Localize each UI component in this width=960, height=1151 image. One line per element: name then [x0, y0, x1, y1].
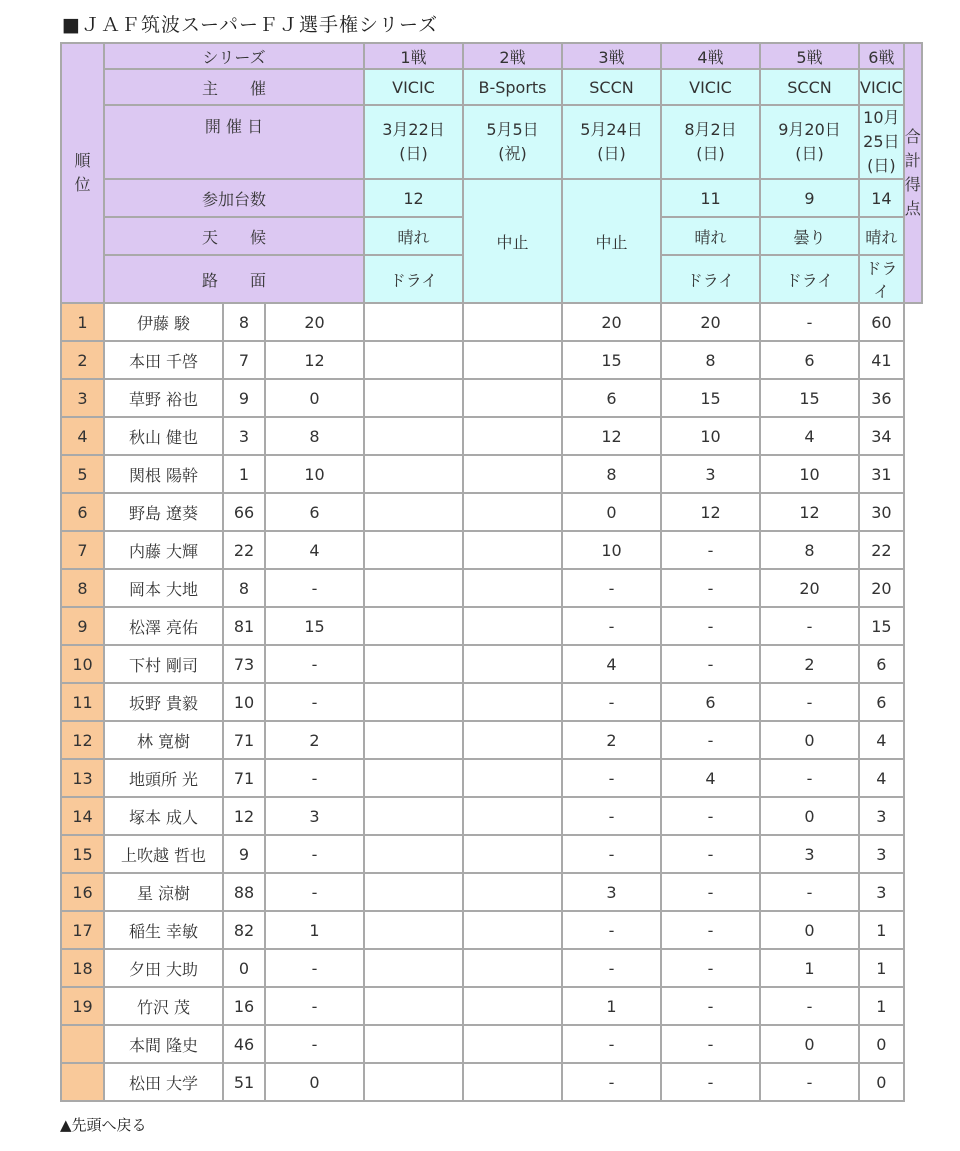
- driver-name: 稲生 幸敏: [104, 911, 223, 949]
- table-row: [61, 607, 922, 645]
- round-6-points: -: [760, 987, 859, 1025]
- rank-cell: 3: [61, 379, 104, 417]
- back-to-top-link[interactable]: ▲先頭へ戻る: [60, 1116, 147, 1134]
- round-3-points: [463, 645, 562, 683]
- round-5-header: 5戦: [760, 43, 859, 69]
- driver-name: 本田 千啓: [104, 341, 223, 379]
- car-number: 88: [223, 873, 265, 911]
- round-4-points: -: [562, 569, 661, 607]
- round-6-cars: 14: [859, 179, 904, 217]
- total-points: 22: [859, 531, 904, 569]
- round-5-points: -: [661, 835, 760, 873]
- round-3-points: [463, 759, 562, 797]
- rank-cell: 5: [61, 455, 104, 493]
- driver-name: 野島 遼葵: [104, 493, 223, 531]
- weather-label: 天 候: [104, 217, 364, 255]
- round-6-points: 20: [760, 569, 859, 607]
- round-2-header: 2戦: [463, 43, 562, 69]
- round-5-points: -: [661, 607, 760, 645]
- round-3-points: [463, 911, 562, 949]
- round-1-points: 3: [265, 797, 364, 835]
- surface-label: 路 面: [104, 255, 364, 303]
- round-6-weather: 晴れ: [859, 217, 904, 255]
- car-number: 73: [223, 645, 265, 683]
- round-6-points: 3: [760, 835, 859, 873]
- round-1-cars: 12: [364, 179, 463, 217]
- round-1-weather: 晴れ: [364, 217, 463, 255]
- round-3-points: [463, 797, 562, 835]
- round-6-points: -: [760, 303, 859, 341]
- round-2-points: [364, 531, 463, 569]
- table-row: [61, 379, 922, 417]
- round-3-points: [463, 417, 562, 455]
- total-points: 1: [859, 949, 904, 987]
- round-5-points: 10: [661, 417, 760, 455]
- round-1-points: -: [265, 835, 364, 873]
- round-6-points: 0: [760, 1025, 859, 1063]
- driver-name: 竹沢 茂: [104, 987, 223, 1025]
- round-6-points: -: [760, 607, 859, 645]
- round-2-points: [364, 721, 463, 759]
- driver-name: 松田 大学: [104, 1063, 223, 1101]
- rank-cell: 10: [61, 645, 104, 683]
- round-4-points: -: [562, 949, 661, 987]
- round-2-points: [364, 987, 463, 1025]
- total-points: 30: [859, 493, 904, 531]
- driver-name: 地頭所 光: [104, 759, 223, 797]
- round-6-points: -: [760, 759, 859, 797]
- table-row: [61, 569, 922, 607]
- round-2-date: 5月5日 (祝): [463, 105, 562, 179]
- round-2-points: [364, 455, 463, 493]
- round-2-points: [364, 417, 463, 455]
- round-6-points: 15: [760, 379, 859, 417]
- driver-name: 草野 裕也: [104, 379, 223, 417]
- round-5-points: 4: [661, 759, 760, 797]
- total-points: 3: [859, 835, 904, 873]
- total-points: 4: [859, 759, 904, 797]
- round-3-points: [463, 379, 562, 417]
- cars-label: 参加台数: [104, 179, 364, 217]
- total-points: 0: [859, 1025, 904, 1063]
- total-points: 3: [859, 797, 904, 835]
- round-6-points: -: [760, 683, 859, 721]
- round-2-cancelled: 中止: [463, 179, 562, 303]
- car-number: 51: [223, 1063, 265, 1101]
- round-1-points: 8: [265, 417, 364, 455]
- round-5-points: -: [661, 987, 760, 1025]
- driver-name: 坂野 貴毅: [104, 683, 223, 721]
- table-row: [61, 911, 922, 949]
- round-2-points: [364, 759, 463, 797]
- round-5-host: SCCN: [760, 69, 859, 105]
- round-1-points: 1: [265, 911, 364, 949]
- round-5-date: 9月20日 (日): [760, 105, 859, 179]
- round-3-points: [463, 1063, 562, 1101]
- round-6-points: 0: [760, 797, 859, 835]
- table-row: [61, 1025, 922, 1063]
- round-3-points: [463, 303, 562, 341]
- car-number: 66: [223, 493, 265, 531]
- total-points: 20: [859, 569, 904, 607]
- round-3-host: SCCN: [562, 69, 661, 105]
- round-3-points: [463, 949, 562, 987]
- round-4-points: 2: [562, 721, 661, 759]
- car-number: 46: [223, 1025, 265, 1063]
- round-3-points: [463, 493, 562, 531]
- round-2-points: [364, 911, 463, 949]
- round-6-points: 8: [760, 531, 859, 569]
- table-row: [61, 721, 922, 759]
- driver-name: 塚本 成人: [104, 797, 223, 835]
- round-6-points: 6: [760, 341, 859, 379]
- car-number: 8: [223, 303, 265, 341]
- round-2-points: [364, 835, 463, 873]
- round-5-points: -: [661, 721, 760, 759]
- round-2-points: [364, 645, 463, 683]
- driver-name: 内藤 大輝: [104, 531, 223, 569]
- rank-cell: 4: [61, 417, 104, 455]
- car-number: 1: [223, 455, 265, 493]
- round-4-header: 4戦: [661, 43, 760, 69]
- rank-cell: 12: [61, 721, 104, 759]
- round-1-points: -: [265, 759, 364, 797]
- round-4-points: 4: [562, 645, 661, 683]
- table-row: [61, 683, 922, 721]
- standings-table: [60, 42, 923, 1102]
- round-3-points: [463, 873, 562, 911]
- rank-cell: 18: [61, 949, 104, 987]
- round-5-points: -: [661, 1025, 760, 1063]
- round-4-date: 8月2日 (日): [661, 105, 760, 179]
- total-points: 31: [859, 455, 904, 493]
- round-2-points: [364, 379, 463, 417]
- rank-cell: 6: [61, 493, 104, 531]
- rank-cell: 7: [61, 531, 104, 569]
- round-6-points: -: [760, 873, 859, 911]
- round-5-points: 12: [661, 493, 760, 531]
- rank-cell: 1: [61, 303, 104, 341]
- car-number: 12: [223, 797, 265, 835]
- round-2-host: B-Sports: [463, 69, 562, 105]
- series-label: シリーズ: [104, 43, 364, 69]
- round-1-points: -: [265, 987, 364, 1025]
- round-4-cars: 11: [661, 179, 760, 217]
- car-number: 3: [223, 417, 265, 455]
- round-2-points: [364, 341, 463, 379]
- round-3-date: 5月24日 (日): [562, 105, 661, 179]
- driver-name: 伊藤 駿: [104, 303, 223, 341]
- round-1-points: -: [265, 873, 364, 911]
- table-row: [61, 645, 922, 683]
- round-4-points: 10: [562, 531, 661, 569]
- driver-name: 関根 陽幹: [104, 455, 223, 493]
- round-1-date: 3月22日 (日): [364, 105, 463, 179]
- table-row: [61, 759, 922, 797]
- round-1-points: 4: [265, 531, 364, 569]
- round-2-points: [364, 303, 463, 341]
- total-points: 1: [859, 911, 904, 949]
- car-number: 0: [223, 949, 265, 987]
- round-5-points: 8: [661, 341, 760, 379]
- rank-cell: 19: [61, 987, 104, 1025]
- round-4-points: 15: [562, 341, 661, 379]
- round-5-points: -: [661, 873, 760, 911]
- round-4-points: 12: [562, 417, 661, 455]
- round-1-points: 15: [265, 607, 364, 645]
- round-6-header: 6戦: [859, 43, 904, 69]
- table-row: [61, 835, 922, 873]
- table-row: [61, 455, 922, 493]
- driver-name: 夕田 大助: [104, 949, 223, 987]
- total-points: 34: [859, 417, 904, 455]
- rank-cell: 15: [61, 835, 104, 873]
- round-2-points: [364, 493, 463, 531]
- round-6-points: 1: [760, 949, 859, 987]
- round-4-weather: 晴れ: [661, 217, 760, 255]
- round-3-points: [463, 607, 562, 645]
- round-4-surface: ドライ: [661, 255, 760, 303]
- round-4-points: 3: [562, 873, 661, 911]
- table-row: [61, 949, 922, 987]
- round-2-points: [364, 873, 463, 911]
- driver-name: 岡本 大地: [104, 569, 223, 607]
- round-5-points: -: [661, 911, 760, 949]
- round-5-points: 15: [661, 379, 760, 417]
- round-3-points: [463, 835, 562, 873]
- driver-name: 下村 剛司: [104, 645, 223, 683]
- results-body: [61, 303, 922, 1101]
- total-points: 4: [859, 721, 904, 759]
- table-row: [61, 797, 922, 835]
- total-points: 1: [859, 987, 904, 1025]
- round-4-points: -: [562, 797, 661, 835]
- round-1-points: -: [265, 949, 364, 987]
- total-points: 60: [859, 303, 904, 341]
- round-1-host: VICIC: [364, 69, 463, 105]
- round-1-points: 0: [265, 1063, 364, 1101]
- round-6-points: 2: [760, 645, 859, 683]
- date-label: 開 催 日: [104, 105, 364, 179]
- driver-name: 林 寛樹: [104, 721, 223, 759]
- round-6-points: -: [760, 1063, 859, 1101]
- round-3-points: [463, 341, 562, 379]
- round-5-points: 20: [661, 303, 760, 341]
- total-points: 41: [859, 341, 904, 379]
- round-5-weather: 曇り: [760, 217, 859, 255]
- car-number: 9: [223, 835, 265, 873]
- round-1-points: -: [265, 569, 364, 607]
- round-1-points: 20: [265, 303, 364, 341]
- round-4-points: -: [562, 1025, 661, 1063]
- round-4-points: 1: [562, 987, 661, 1025]
- host-label: 主 催: [104, 69, 364, 105]
- rank-cell: 17: [61, 911, 104, 949]
- round-5-points: 6: [661, 683, 760, 721]
- round-4-points: -: [562, 607, 661, 645]
- table-row: [61, 531, 922, 569]
- total-points: 3: [859, 873, 904, 911]
- car-number: 81: [223, 607, 265, 645]
- driver-name: 星 涼樹: [104, 873, 223, 911]
- round-1-points: 2: [265, 721, 364, 759]
- round-6-surface: ドライ: [859, 255, 904, 303]
- round-1-points: -: [265, 1025, 364, 1063]
- round-4-points: 20: [562, 303, 661, 341]
- driver-name: 松澤 亮佑: [104, 607, 223, 645]
- table-row: [61, 303, 922, 341]
- total-points: 6: [859, 683, 904, 721]
- table-row: [61, 493, 922, 531]
- car-number: 22: [223, 531, 265, 569]
- round-2-points: [364, 569, 463, 607]
- total-points: 6: [859, 645, 904, 683]
- round-4-points: -: [562, 835, 661, 873]
- round-6-date: 10月25日 (日): [859, 105, 904, 179]
- round-4-host: VICIC: [661, 69, 760, 105]
- round-5-points: -: [661, 531, 760, 569]
- round-5-surface: ドライ: [760, 255, 859, 303]
- rank-cell: 2: [61, 341, 104, 379]
- car-number: 82: [223, 911, 265, 949]
- table-row: [61, 873, 922, 911]
- round-3-points: [463, 1025, 562, 1063]
- round-3-points: [463, 455, 562, 493]
- round-2-points: [364, 797, 463, 835]
- round-4-points: 6: [562, 379, 661, 417]
- rank-cell: [61, 1025, 104, 1063]
- table-row: [61, 341, 922, 379]
- total-points: 15: [859, 607, 904, 645]
- round-4-points: -: [562, 683, 661, 721]
- round-4-points: -: [562, 759, 661, 797]
- round-6-points: 0: [760, 911, 859, 949]
- round-2-points: [364, 1025, 463, 1063]
- car-number: 9: [223, 379, 265, 417]
- rank-cell: 13: [61, 759, 104, 797]
- round-4-points: 8: [562, 455, 661, 493]
- round-2-points: [364, 607, 463, 645]
- round-3-points: [463, 569, 562, 607]
- round-1-points: -: [265, 645, 364, 683]
- round-3-cancelled: 中止: [562, 179, 661, 303]
- rank-header: 順 位: [61, 43, 104, 303]
- car-number: 7: [223, 341, 265, 379]
- round-5-points: -: [661, 569, 760, 607]
- table-row: [61, 987, 922, 1025]
- round-6-points: 12: [760, 493, 859, 531]
- round-6-host: VICIC: [859, 69, 904, 105]
- round-3-points: [463, 987, 562, 1025]
- round-5-points: -: [661, 949, 760, 987]
- round-1-surface: ドライ: [364, 255, 463, 303]
- round-4-points: -: [562, 911, 661, 949]
- car-number: 10: [223, 683, 265, 721]
- total-points: 36: [859, 379, 904, 417]
- round-2-points: [364, 949, 463, 987]
- round-3-points: [463, 683, 562, 721]
- driver-name: 秋山 健也: [104, 417, 223, 455]
- rank-cell: 8: [61, 569, 104, 607]
- round-1-points: 10: [265, 455, 364, 493]
- round-2-points: [364, 683, 463, 721]
- total-points: 0: [859, 1063, 904, 1101]
- page-title: ■ＪＡＦ筑波スーパーＦＪ選手権シリーズ: [62, 14, 439, 36]
- car-number: 71: [223, 721, 265, 759]
- car-number: 71: [223, 759, 265, 797]
- round-6-points: 4: [760, 417, 859, 455]
- driver-name: 本間 隆史: [104, 1025, 223, 1063]
- round-1-points: -: [265, 683, 364, 721]
- car-number: 8: [223, 569, 265, 607]
- round-4-points: 0: [562, 493, 661, 531]
- round-5-points: 3: [661, 455, 760, 493]
- round-5-points: -: [661, 1063, 760, 1101]
- round-1-points: 12: [265, 341, 364, 379]
- round-2-points: [364, 1063, 463, 1101]
- rank-cell: 14: [61, 797, 104, 835]
- round-5-points: -: [661, 645, 760, 683]
- rank-cell: 16: [61, 873, 104, 911]
- table-row: [61, 417, 922, 455]
- round-3-points: [463, 531, 562, 569]
- round-6-points: 0: [760, 721, 859, 759]
- rank-cell: [61, 1063, 104, 1101]
- round-1-points: 6: [265, 493, 364, 531]
- total-header: 合 計 得 点: [904, 43, 922, 303]
- round-4-points: -: [562, 1063, 661, 1101]
- car-number: 16: [223, 987, 265, 1025]
- round-1-points: 0: [265, 379, 364, 417]
- round-3-header: 3戦: [562, 43, 661, 69]
- table-row: [61, 1063, 922, 1101]
- rank-cell: 11: [61, 683, 104, 721]
- round-3-points: [463, 721, 562, 759]
- round-5-cars: 9: [760, 179, 859, 217]
- round-1-header: 1戦: [364, 43, 463, 69]
- round-6-points: 10: [760, 455, 859, 493]
- round-5-points: -: [661, 797, 760, 835]
- driver-name: 上吹越 哲也: [104, 835, 223, 873]
- rank-cell: 9: [61, 607, 104, 645]
